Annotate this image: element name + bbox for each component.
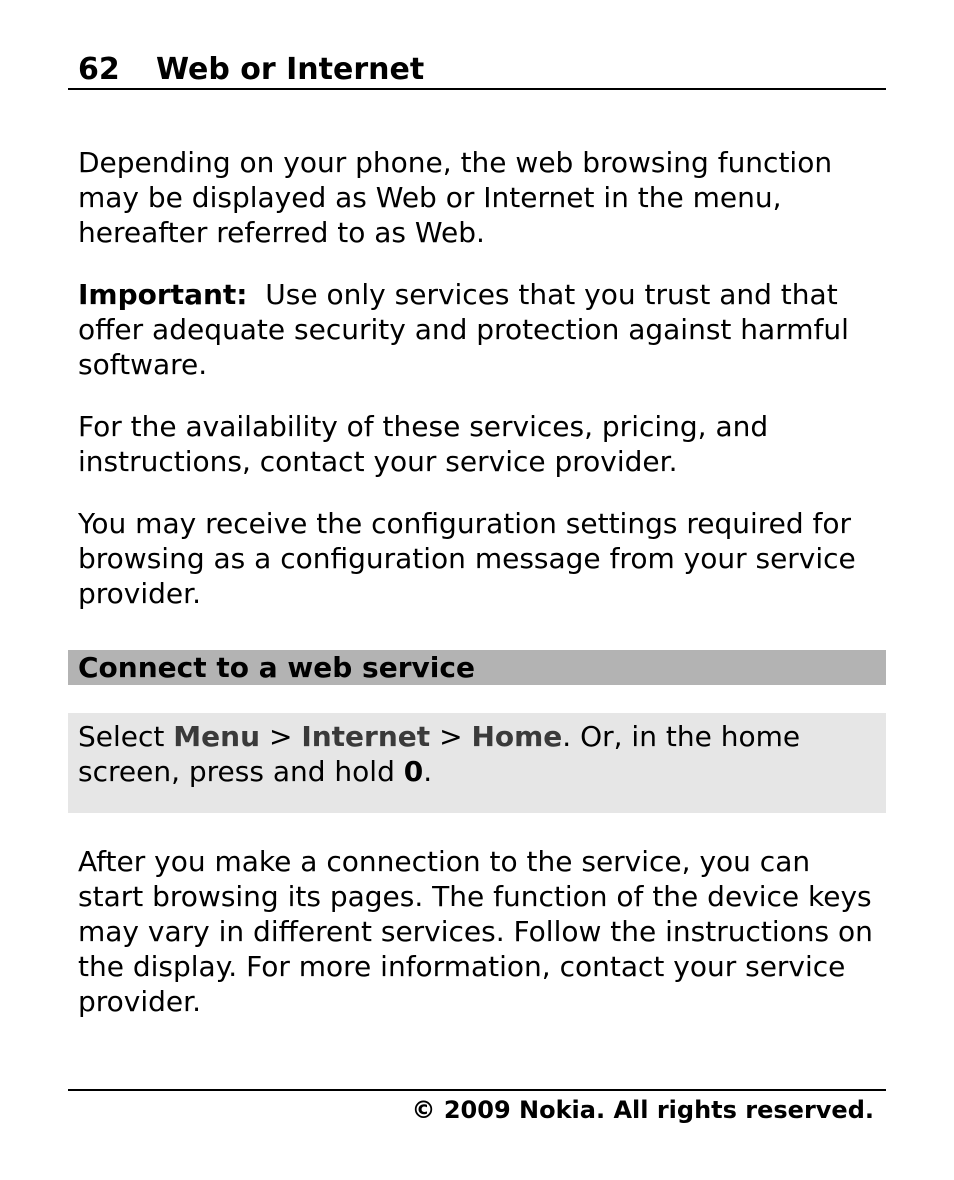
menu-term: Menu xyxy=(173,720,261,753)
instruction-end: . xyxy=(423,755,433,788)
footer-divider xyxy=(68,1089,886,1091)
select-word: Select xyxy=(78,720,165,753)
availability-paragraph: For the availability of these services, pricing, and instructions, contact your service provider. xyxy=(78,410,769,478)
key-zero: 0 xyxy=(403,755,424,788)
copyright-notice: © 2009 Nokia. All rights reserved. xyxy=(411,1096,874,1124)
section-heading: Connect to a web service xyxy=(78,651,475,684)
section-heading-bar xyxy=(68,650,886,685)
instruction-box xyxy=(68,713,886,813)
internet-term: Internet xyxy=(301,720,431,753)
page-header xyxy=(68,52,886,90)
intro-paragraph: Depending on your phone, the web browsing function may be displayed as Web or Internet in the menu, hereafter referred to as Web. xyxy=(78,146,833,249)
section-title: Web or Internet xyxy=(156,52,425,87)
home-term: Home xyxy=(471,720,563,753)
important-text: Use only services that you trust and that offer adequate security and protection against harmful software. xyxy=(78,278,849,381)
important-note xyxy=(78,277,878,382)
page-number: 62 xyxy=(78,52,120,87)
configuration-paragraph: You may receive the configuration settings required for browsing as a configuration message from your service provider. xyxy=(78,507,856,610)
important-label: Important: xyxy=(78,278,248,311)
instruction-rest: . Or, in the home screen, press and hold xyxy=(78,720,801,788)
intro-content xyxy=(78,145,878,638)
browsing-paragraph: After you make a connection to the service, you can start browsing its pages. The function of the device keys may vary in different services. Follow the instructions on the display. For more information, contact your service provider. xyxy=(78,845,873,1018)
separator: > xyxy=(268,720,302,753)
instruction-text xyxy=(78,719,878,789)
separator: > xyxy=(439,720,472,753)
